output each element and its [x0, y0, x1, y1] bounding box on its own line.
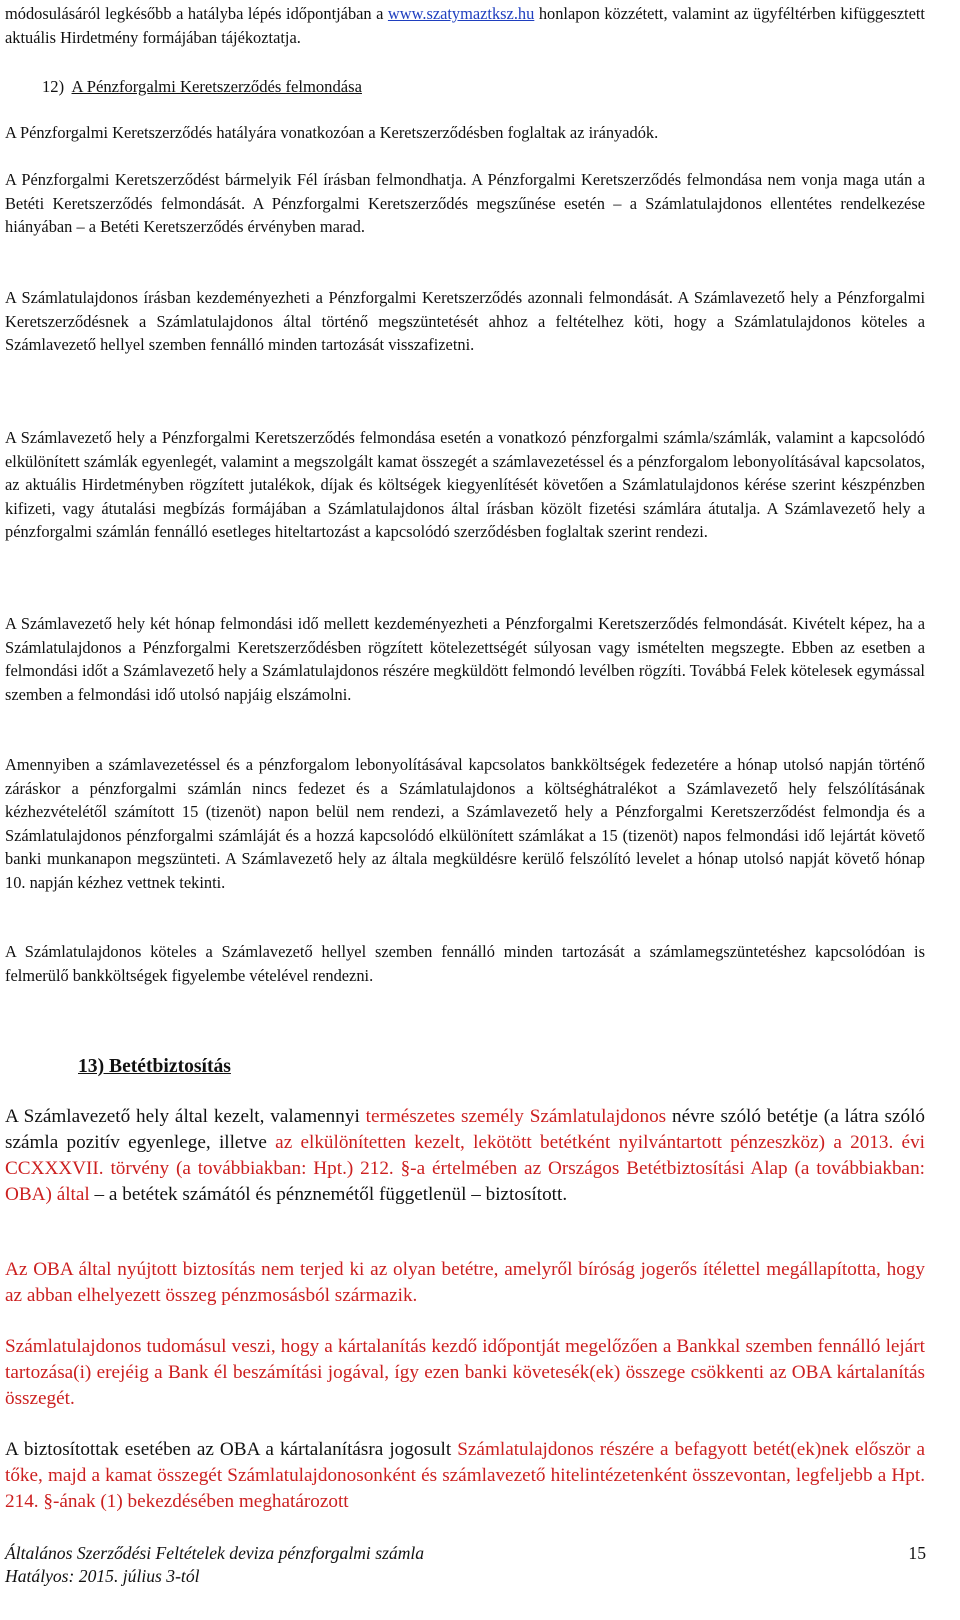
section-12-number: 12): [42, 77, 65, 96]
section-13-p4-highlight-b: Számlatulajdonos részére a befagyott betét(ek)nek először a tőke, majd a kamat összegét Számlatulajdonosonként és számlavezető hitelintézetenként összevontan, legfeljebb a Hpt. 214. §-ának (1) bekezdésében meghatározott: [5, 1439, 926, 1512]
intro-text-1: módosulásáról legkésőbb a hatályba lépés időpontjában a: [5, 4, 388, 23]
section-12-title: A Pénzforgalmi Keretszerződés felmondása: [71, 77, 362, 96]
section-13-p1-text-e: – a betétek számától és pénznemétől függetlenül – biztosított.: [89, 1184, 568, 1205]
section-13-p4-text-a: A biztosítottak esetében az OBA a kártalanításra jogosult: [5, 1439, 458, 1460]
intro-text-2: honlapon közzétett, valamint az ügyféltérben kifüggesztett aktuális Hirdetmény formájában tájékoztatja.: [5, 4, 925, 47]
website-link[interactable]: www.szatymaztksz.hu: [387, 4, 535, 23]
section-13-paragraph-4: [5, 1437, 925, 1515]
section-12-paragraph-4: A Számlavezető hely a Pénzforgalmi Keretszerződés felmondása esetén a vonatkozó pénzforgalmi számla/számlák, valamint a kapcsolódó elkülönített számlák egyenlegét, valamint a megszolgált kamat összegét a számlavezetéssel és a pénzforgalom lebonyolításával kapcsolatos, az aktuális Hirdetményben rögzített jutalékok, díjak és költségek kiegyenlítését követően a Számlatulajdonos kérése szerint készpénzben kifizeti, vagy átutalási megbízás formájában a Számlatulajdonos által írásban közölt fizetési számlára átutalja. A Számlavezető hely a pénzforgalmi számlán fennálló esetleges hiteltartozást a kapcsolódó szerződésben foglaltak szerint rendezi.: [5, 428, 925, 542]
section-13-paragraph-1: [5, 1104, 925, 1208]
intro-paragraph: [5, 2, 925, 49]
section-12-heading: [42, 76, 362, 98]
footer-document-title: Általános Szerződési Feltételek deviza pénzforgalmi számla: [5, 1543, 425, 1563]
page-footer: [5, 1542, 424, 1588]
section-13-p1-text-a: A Számlavezető hely által kezelt, valamennyi: [5, 1106, 366, 1127]
section-12-paragraph-6: Amennyiben a számlavezetéssel és a pénzforgalom lebonyolításával kapcsolatos bankköltségek fedezetére a hónap utolsó napján történő záráskor a pénzforgalmi számlán nincs fedezet és a Számlatulajdonos a költséghátralékot a Számlavezető hely felszólításának kézhezvételétől számított 15 (tizenöt) napon belül nem rendezi, a Számlavezető hely a Pénzforgalmi Keretszerződést felmondja és a Számlatulajdonos pénzforgalmi számláját és a hozzá kapcsolódó elkülönített számlákat a 15 (tizenöt) napos felmondási idő lejártát követő banki munkanapon megszünteti. A Számlavezető hely az általa megküldésre kerülő felszólító levelet a hónap utolsó napját követő hónap 10. napján kézhez vettnek tekinti.: [5, 755, 925, 892]
page-number: 15: [908, 1543, 926, 1563]
section-13-p1-text-c: névre szóló betétje (a látra szóló számla pozitív egyenlege, illetve: [5, 1106, 926, 1153]
section-12-paragraph-3: A Számlatulajdonos írásban kezdeményezheti a Pénzforgalmi Keretszerződés azonnali felmondását. A Számlavezető hely a Pénzforgalmi Keretszerződésnek a Számlatulajdonos által történő megszüntetését ahhoz a feltételhez köti, hogy a Számlatulajdonos köteles a Számlavezető hellyel szemben fennálló minden tartozását visszafizetni.: [5, 288, 925, 355]
section-12-paragraph-7: A Számlatulajdonos köteles a Számlavezető hellyel szemben fennálló minden tartozását a számlamegszüntetéshez kapcsolódóan is felmerülő bankköltségek figyelembe vételével rendezni.: [5, 942, 925, 985]
section-13-paragraph-2: Az OBA által nyújtott biztosítás nem terjed ki az olyan betétre, amelyről bíróság jogerős ítélettel megállapította, hogy az abban elhelyezett összeg pénzmosásból származik.: [5, 1259, 925, 1306]
section-12-paragraph-5: A Számlavezető hely két hónap felmondási idő mellett kezdeményezheti a Pénzforgalmi Keretszerződés felmondását. Kivételt képez, ha a Számlatulajdonos a Pénzforgalmi Keretszerződésben rögzített kötelezettségét súlyosan vagy ismételten megszegte. Ebben az esetben a felmondási időt a Számlavezető hely a Számlatulajdonos részére megküldött felmondó levélben rögzíti. Továbbá Felek kötelesek egymással szemben a felmondási idő utolsó napjáig elszámolni.: [5, 614, 925, 704]
footer-effective-date: Hatályos: 2015. július 3-tól: [5, 1566, 200, 1586]
section-13-paragraph-3: Számlatulajdonos tudomásul veszi, hogy a kártalanítás kezdő időpontját megelőzően a Bankkal szemben fennálló lejárt tartozása(i) erejéig a Bank él beszámítási jogával, így ezen banki követesék(ek) összege csökkenti az OBA kártalanítás összegét.: [5, 1336, 925, 1409]
section-13-p1-highlight-d: az elkülönítetten kezelt, lekötött betétként nyilvántartott pénzeszköz) a 2013. évi CCXXXVII. törvény (a továbbiakban: Hpt.) 212. §-a értelmében az Országos Betétbiztosítási Alap (a továbbiakban: OBA) által: [5, 1132, 925, 1205]
section-12-paragraph-1: A Pénzforgalmi Keretszerződés hatályára vonatkozóan a Keretszerződésben foglaltak az irányadók.: [5, 123, 659, 142]
section-13-heading: 13) Betétbiztosítás: [78, 1056, 231, 1077]
section-12-paragraph-2: A Pénzforgalmi Keretszerződést bármelyik Fél írásban felmondhatja. A Pénzforgalmi Keretszerződés felmondása nem vonja maga után a Betéti Keretszerződés felmondását. A Pénzforgalmi Keretszerződés megszűnése esetén – a Számlatulajdonos ellentétes rendelkezése hiányában – a Betéti Keretszerződés érvényben marad.: [5, 170, 925, 237]
section-13-p1-highlight-b: természetes személy Számlatulajdonos: [365, 1106, 667, 1127]
